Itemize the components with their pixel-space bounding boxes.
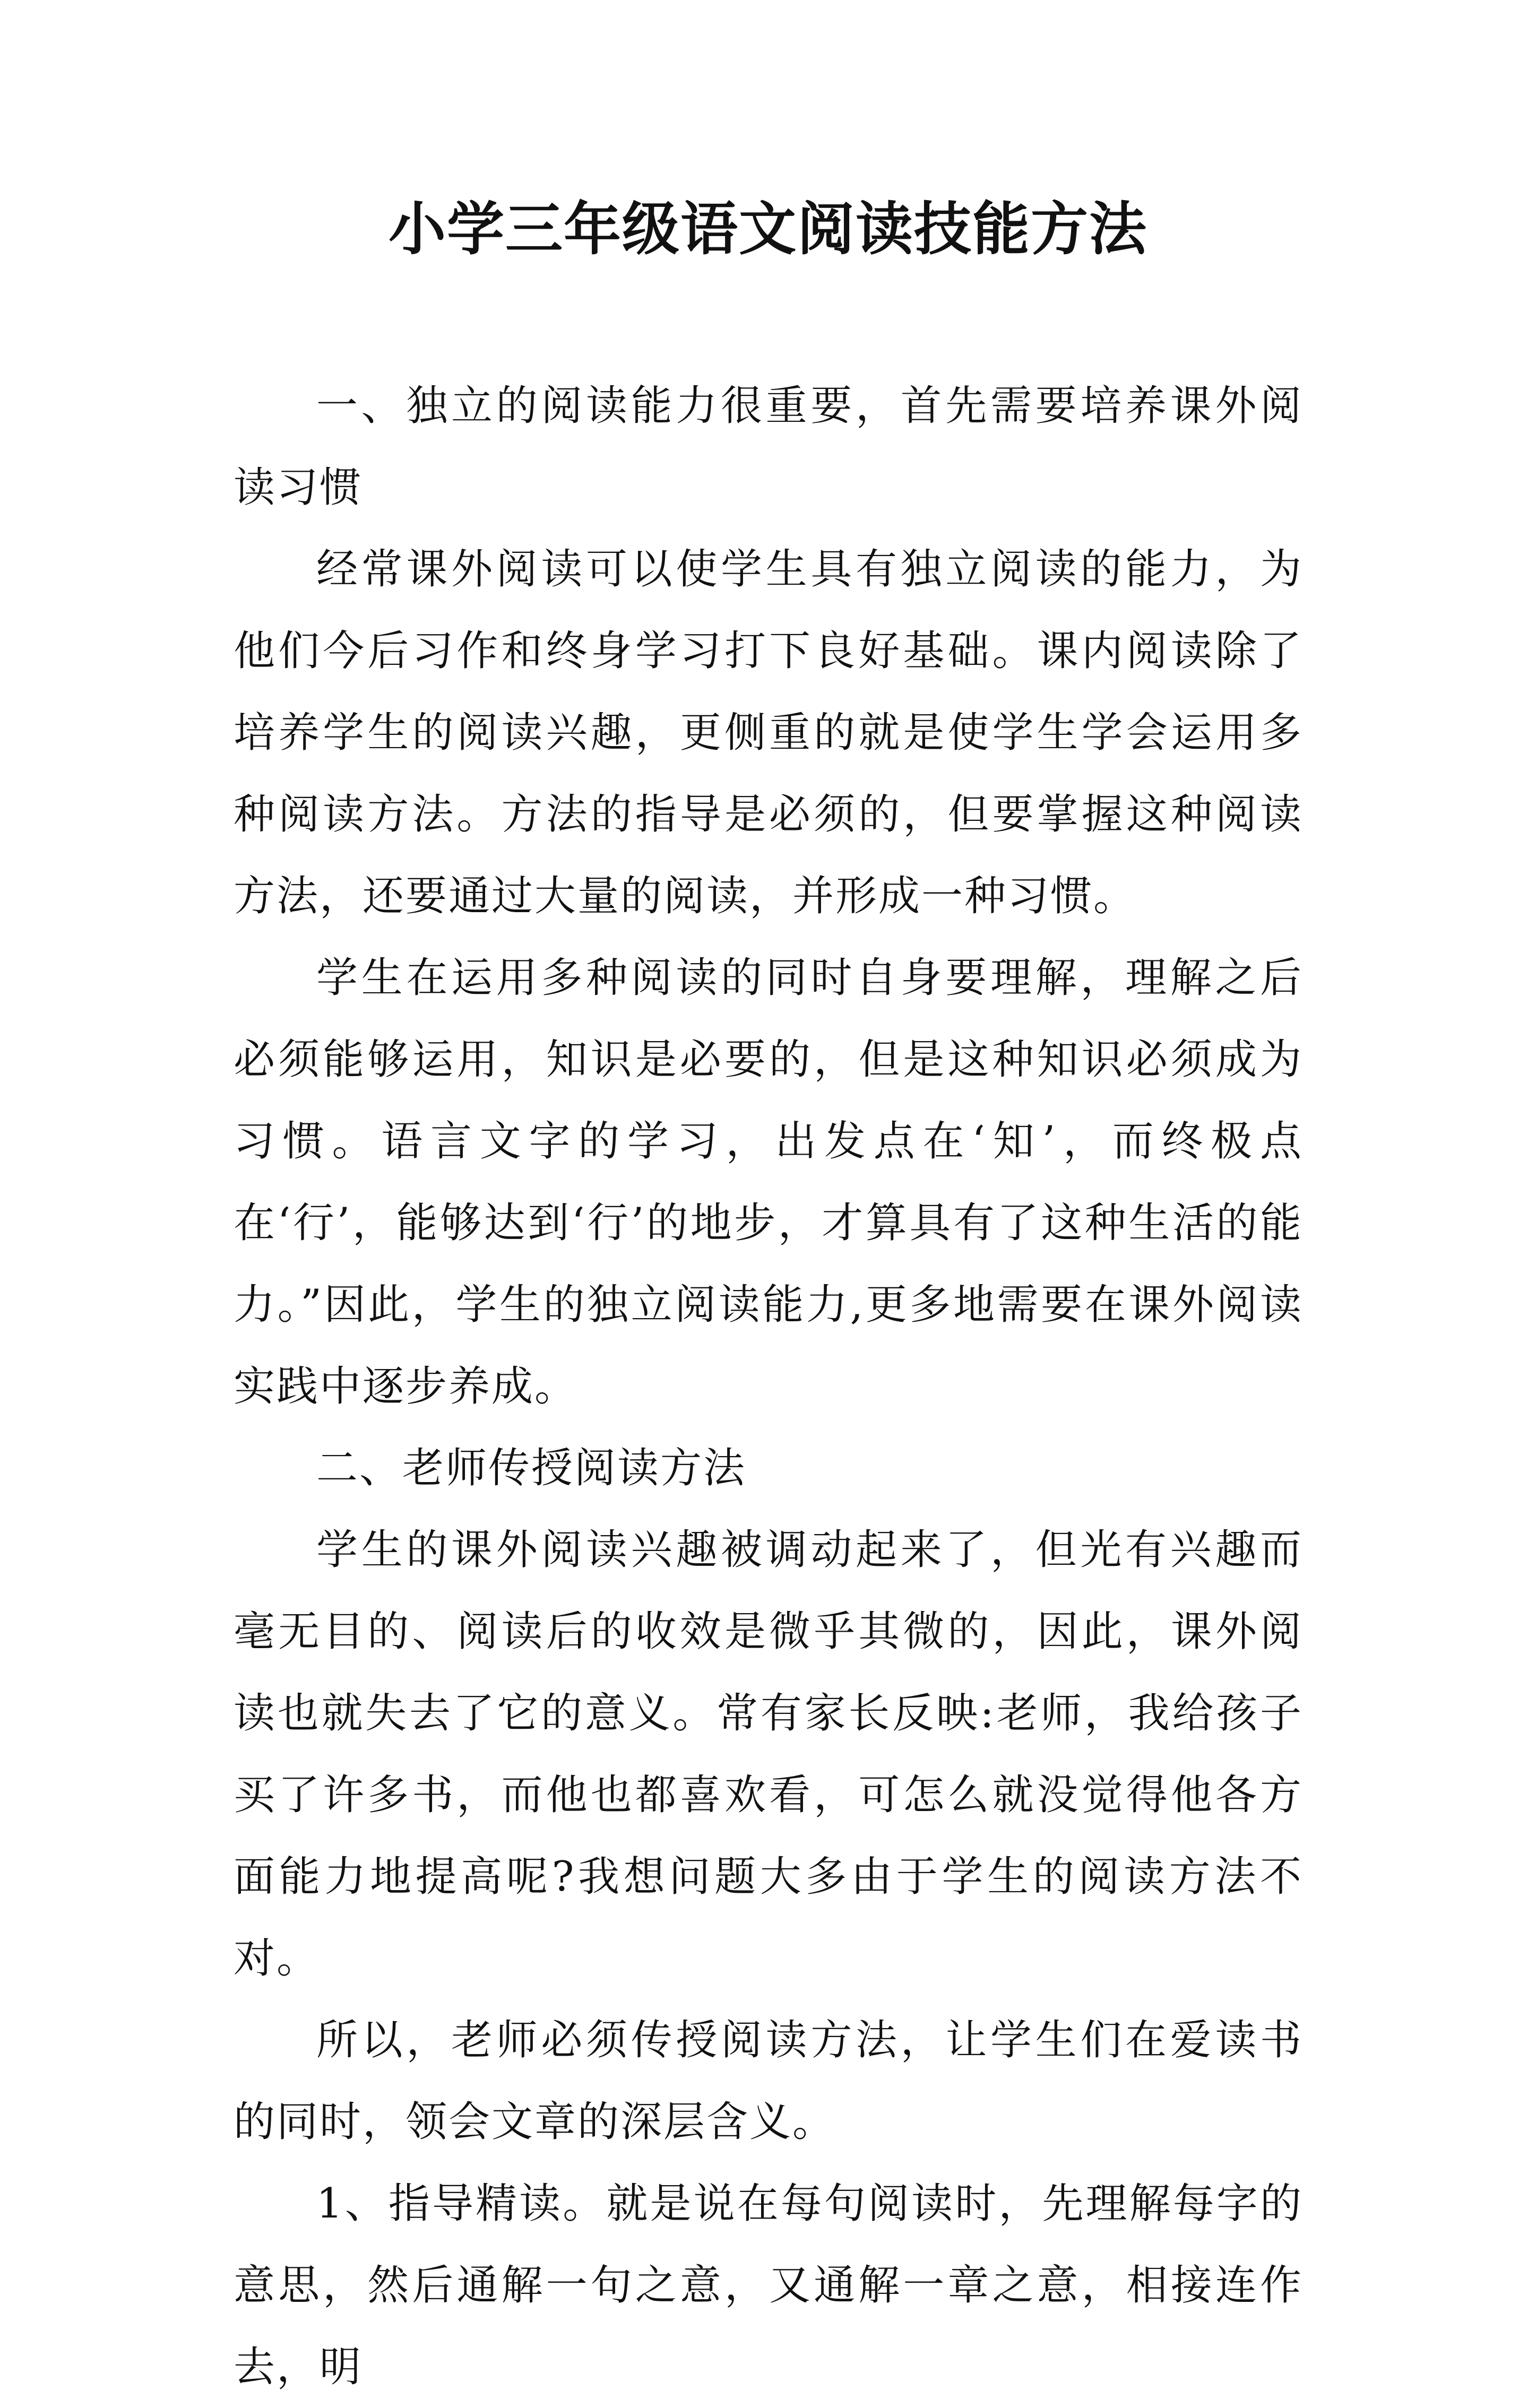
paragraph: 1、指导精读。就是说在每句阅读时，先理解每字的意思，然后通解一句之意，又通解一章之意，相接连作去，明 xyxy=(234,2180,1303,2391)
document-title: 小学三年级语文阅读技能方法 xyxy=(388,196,1147,263)
paragraph: 经常课外阅读可以使学生具有独立阅读的能力，为他们今后习作和终身学习打下良好基础。课内阅读除了培养学生的阅读兴趣，更侧重的就是使学生学会运用多种阅读方法。方法的指导是必须的，但要掌握这种阅读方法，还要通过大量的阅读，并形成一种习惯。 xyxy=(234,545,1303,920)
document-body xyxy=(234,365,1303,2408)
section-heading-1: 一、独立的阅读能力很重要，首先需要培养课外阅读习惯 xyxy=(234,382,1303,512)
paragraph: 学生的课外阅读兴趣被调动起来了，但光有兴趣而毫无目的、阅读后的收效是微乎其微的，因此，课外阅读也就失去了它的意义。常有家长反映:老师，我给孩子买了许多书，而他也都喜欢看，可怎么就没觉得他各方面能力地提高呢?我想问题大多由于学生的阅读方法不对。 xyxy=(234,1526,1303,1982)
section-heading-2: 二、老师传授阅读方法 xyxy=(316,1444,747,1492)
paragraph: 所以，老师必须传授阅读方法，让学生们在爱读书的同时，领会文章的深层含义。 xyxy=(234,2016,1303,2146)
paragraph: 学生在运用多种阅读的同时自身要理解，理解之后必须能够运用，知识是必要的，但是这种知识必须成为习惯。语言文字的学习，出发点在‘知’，而终极点在‘行’，能够达到‘行’的地步，才算具有了这种生活的能力。”因此，学生的独立阅读能力,更多地需要在课外阅读实践中逐步养成。 xyxy=(234,954,1303,1410)
